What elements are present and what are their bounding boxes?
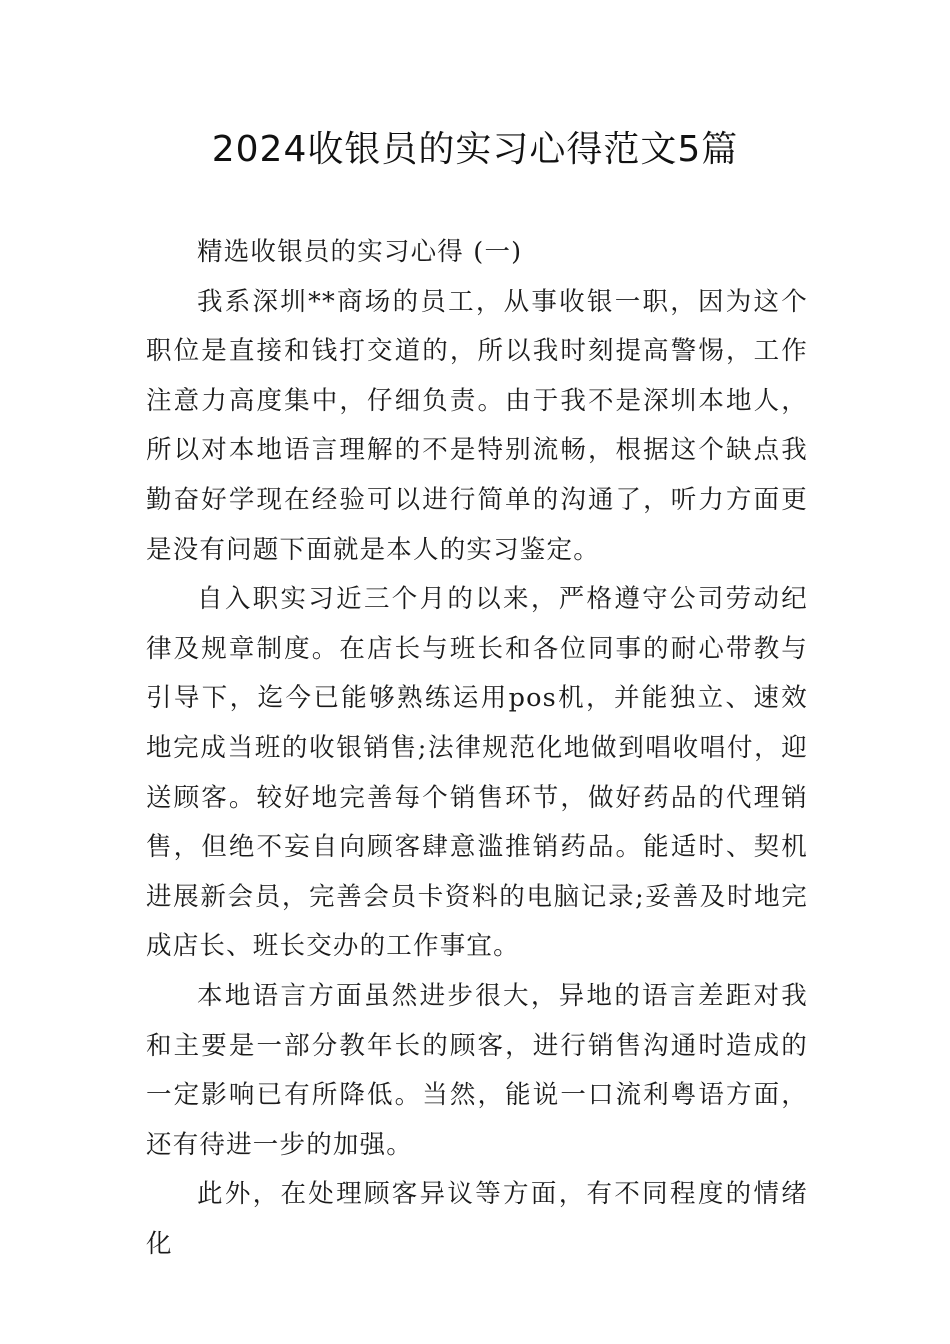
paragraph: 我系深圳**商场的员工，从事收银一职，因为这个职位是直接和钱打交道的，所以我时刻提高警惕，工作注意力高度集中，仔细负责。由于我不是深圳本地人，所以对本地语言理解的不是特别流畅，根据这个缺点我勤奋好学现在经验可以进行简单的沟通了，听力方面更是没有问题下面就是本人的实习鉴定。: [146, 286, 808, 565]
paragraph: 此外，在处理顾客异议等方面，有不同程度的情绪化: [146, 1179, 808, 1259]
document-title: 2024收银员的实习心得范文5篇: [211, 129, 739, 170]
paragraph: 自入职实习近三个月的以来，严格遵守公司劳动纪律及规章制度。在店长与班长和各位同事的耐心带教与引导下，迄今已能够熟练运用pos机，并能独立、速效地完成当班的收银销售;法律规范化地做到唱收唱付，迎送顾客。较好地完善每个销售环节，做好药品的代理销售，但绝不妄自向顾客肆意滥推销药品。能适时、契机进展新会员，完善会员卡资料的电脑记录;妥善及时地完成店长、班长交办的工作事宜。: [146, 584, 808, 962]
paragraph: 本地语言方面虽然进步很大，异地的语言差距对我和主要是一部分教年长的顾客，进行销售沟通时造成的一定影响已有所降低。当然，能说一口流利粤语方面，还有待进一步的加强。: [146, 980, 808, 1160]
section-heading: 精选收银员的实习心得 (一): [197, 237, 523, 267]
document-body: [146, 228, 808, 1269]
